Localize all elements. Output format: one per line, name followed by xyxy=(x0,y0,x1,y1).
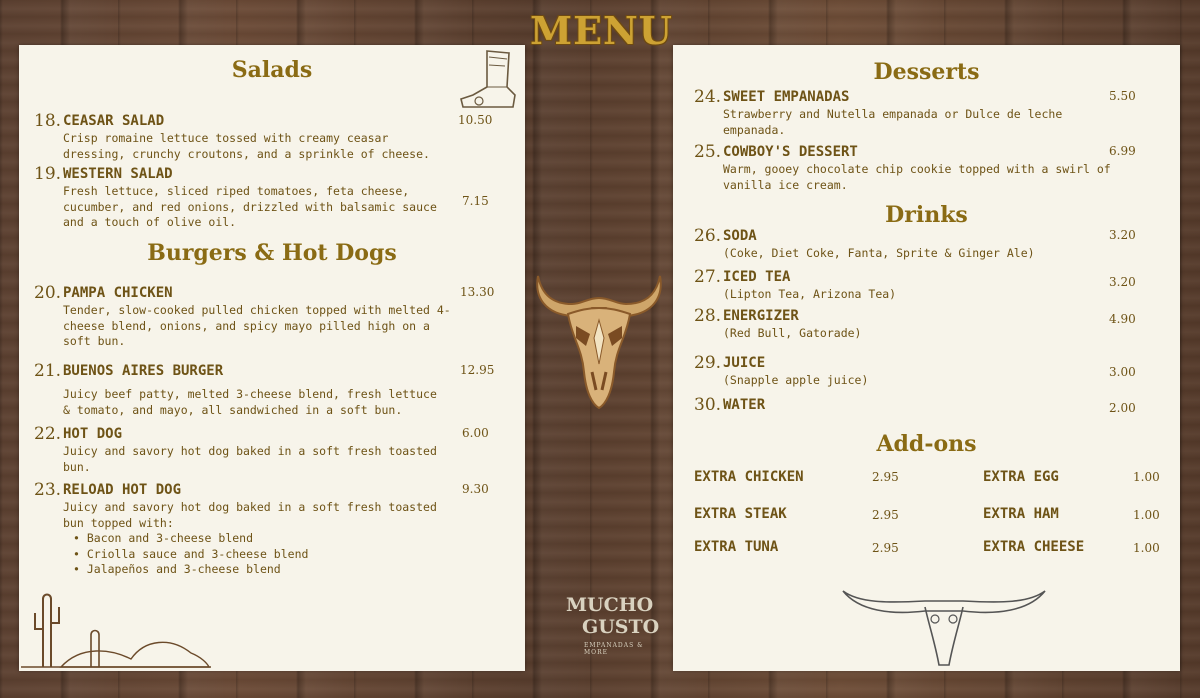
logo-tagline: EMPANADAS & MORE xyxy=(584,642,644,656)
item-price: 6.99 xyxy=(1109,144,1136,158)
item-description: Warm, gooey chocolate chip cookie topped with a swirl of vanilla ice cream. xyxy=(723,162,1111,192)
longhorn-skull-icon xyxy=(841,585,1047,669)
addon-price: 1.00 xyxy=(1133,541,1160,555)
desserts-heading: Desserts xyxy=(873,59,980,85)
item-price: 3.00 xyxy=(1109,365,1136,379)
menu-item xyxy=(694,267,1134,303)
item-name: CEASAR SALAD xyxy=(63,113,165,129)
item-name: HOT DOG xyxy=(63,426,123,442)
item-price: 3.20 xyxy=(1109,228,1136,242)
drinks-heading: Drinks xyxy=(885,202,968,228)
item-description: Juicy and savory hot dog baked in a soft fresh toasted bun. xyxy=(63,444,437,474)
item-name: WATER xyxy=(723,397,766,413)
mucho-gusto-logo xyxy=(556,592,660,662)
item-name: ENERGIZER xyxy=(723,308,799,324)
item-price: 5.50 xyxy=(1109,89,1136,103)
menu-item xyxy=(34,283,494,349)
item-name: BUENOS AIRES BURGER xyxy=(63,363,224,379)
topping-option: • Bacon and 3-cheese blend xyxy=(63,531,438,547)
item-price: 9.30 xyxy=(462,482,489,496)
item-price: 12.95 xyxy=(460,363,495,377)
item-number: 28. xyxy=(694,306,722,326)
item-number: 21. xyxy=(34,361,62,381)
addon-name: EXTRA CHEESE xyxy=(983,539,1085,555)
menu-item xyxy=(34,424,494,472)
item-number: 19. xyxy=(34,164,62,184)
addon-price: 2.95 xyxy=(872,541,899,555)
item-price: 4.90 xyxy=(1109,312,1136,326)
item-name: ICED TEA xyxy=(723,269,791,285)
item-description: Strawberry and Nutella empanada or Dulce de leche empanada. xyxy=(723,107,1063,137)
item-number: 27. xyxy=(694,267,722,287)
item-price: 10.50 xyxy=(458,113,493,127)
item-number: 25. xyxy=(694,142,722,162)
menu-item xyxy=(34,361,494,419)
item-name: PAMPA CHICKEN xyxy=(63,285,173,301)
salads-heading: Salads xyxy=(231,57,313,83)
item-description-text: Juicy and savory hot dog baked in a soft fresh toasted bun topped with: xyxy=(63,500,437,530)
item-name: WESTERN SALAD xyxy=(63,166,173,182)
menu-title: MENU xyxy=(530,8,673,53)
addons-heading: Add-ons xyxy=(876,431,977,457)
logo-line-2: GUSTO xyxy=(582,616,660,638)
item-description: (Snapple apple juice) xyxy=(723,373,869,387)
addon-name: EXTRA CHICKEN xyxy=(694,469,804,485)
left-menu-panel xyxy=(19,45,525,671)
item-number: 20. xyxy=(34,283,62,303)
topping-option: • Criolla sauce and 3-cheese blend xyxy=(63,547,438,563)
menu-item xyxy=(34,111,494,159)
addon-price: 2.95 xyxy=(872,470,899,484)
item-number: 30. xyxy=(694,395,722,415)
item-name: COWBOY'S DESSERT xyxy=(723,144,858,160)
item-description: Crisp romaine lettuce tossed with creamy ceasar dressing, crunchy croutons, and a sprinkle of cheese. xyxy=(63,131,430,161)
addon-price: 2.95 xyxy=(872,508,899,522)
menu-item xyxy=(694,226,1134,262)
menu-item xyxy=(694,142,1134,192)
item-price: 3.20 xyxy=(1109,275,1136,289)
menu-item xyxy=(694,395,1134,419)
menu-item xyxy=(34,164,494,230)
menu-item xyxy=(694,306,1134,342)
burgers-heading: Burgers & Hot Dogs xyxy=(147,240,397,266)
addon-price: 1.00 xyxy=(1133,508,1160,522)
addon-name: EXTRA HAM xyxy=(983,506,1059,522)
right-menu-panel xyxy=(673,45,1180,671)
item-price: 13.30 xyxy=(460,285,495,299)
menu-item xyxy=(34,480,494,590)
item-description: Fresh lettuce, sliced riped tomatoes, feta cheese, cucumber, and red onions, drizzled with balsamic sauce and a touch of olive oil. xyxy=(63,184,437,229)
item-price: 7.15 xyxy=(462,194,489,208)
item-description: (Lipton Tea, Arizona Tea) xyxy=(723,287,897,301)
item-description: (Coke, Diet Coke, Fanta, Sprite & Ginger Ale) xyxy=(723,246,1035,260)
item-description xyxy=(63,500,438,578)
item-name: JUICE xyxy=(723,355,766,371)
topping-option: • Jalapeños and 3-cheese blend xyxy=(63,562,438,578)
item-number: 29. xyxy=(694,353,722,373)
item-number: 23. xyxy=(34,480,62,500)
item-price: 2.00 xyxy=(1109,401,1136,415)
addon-name: EXTRA STEAK xyxy=(694,506,787,522)
item-description: Tender, slow-cooked pulled chicken topped with melted 4-cheese blend, onions, and spicy mayo pilled high on a soft bun. xyxy=(63,303,451,348)
logo-line-1: MUCHO xyxy=(566,594,654,616)
item-description: Juicy beef patty, melted 3-cheese blend, fresh lettuce & tomato, and mayo, all sandwiched in a soft bun. xyxy=(63,387,437,417)
addon-name: EXTRA EGG xyxy=(983,469,1059,485)
item-name: SWEET EMPANADAS xyxy=(723,89,850,105)
item-price: 6.00 xyxy=(462,426,489,440)
menu-item xyxy=(694,87,1134,137)
item-name: RELOAD HOT DOG xyxy=(63,482,182,498)
item-number: 24. xyxy=(694,87,722,107)
topping-list xyxy=(63,531,438,578)
item-name: SODA xyxy=(723,228,757,244)
bull-skull-icon xyxy=(532,268,666,410)
item-number: 26. xyxy=(694,226,722,246)
item-number: 18. xyxy=(34,111,62,131)
addon-price: 1.00 xyxy=(1133,470,1160,484)
addon-name: EXTRA TUNA xyxy=(694,539,779,555)
menu-item xyxy=(694,353,1134,389)
desert-cactus-illustration xyxy=(21,579,211,669)
item-description: (Red Bull, Gatorade) xyxy=(723,326,862,340)
item-number: 22. xyxy=(34,424,62,444)
